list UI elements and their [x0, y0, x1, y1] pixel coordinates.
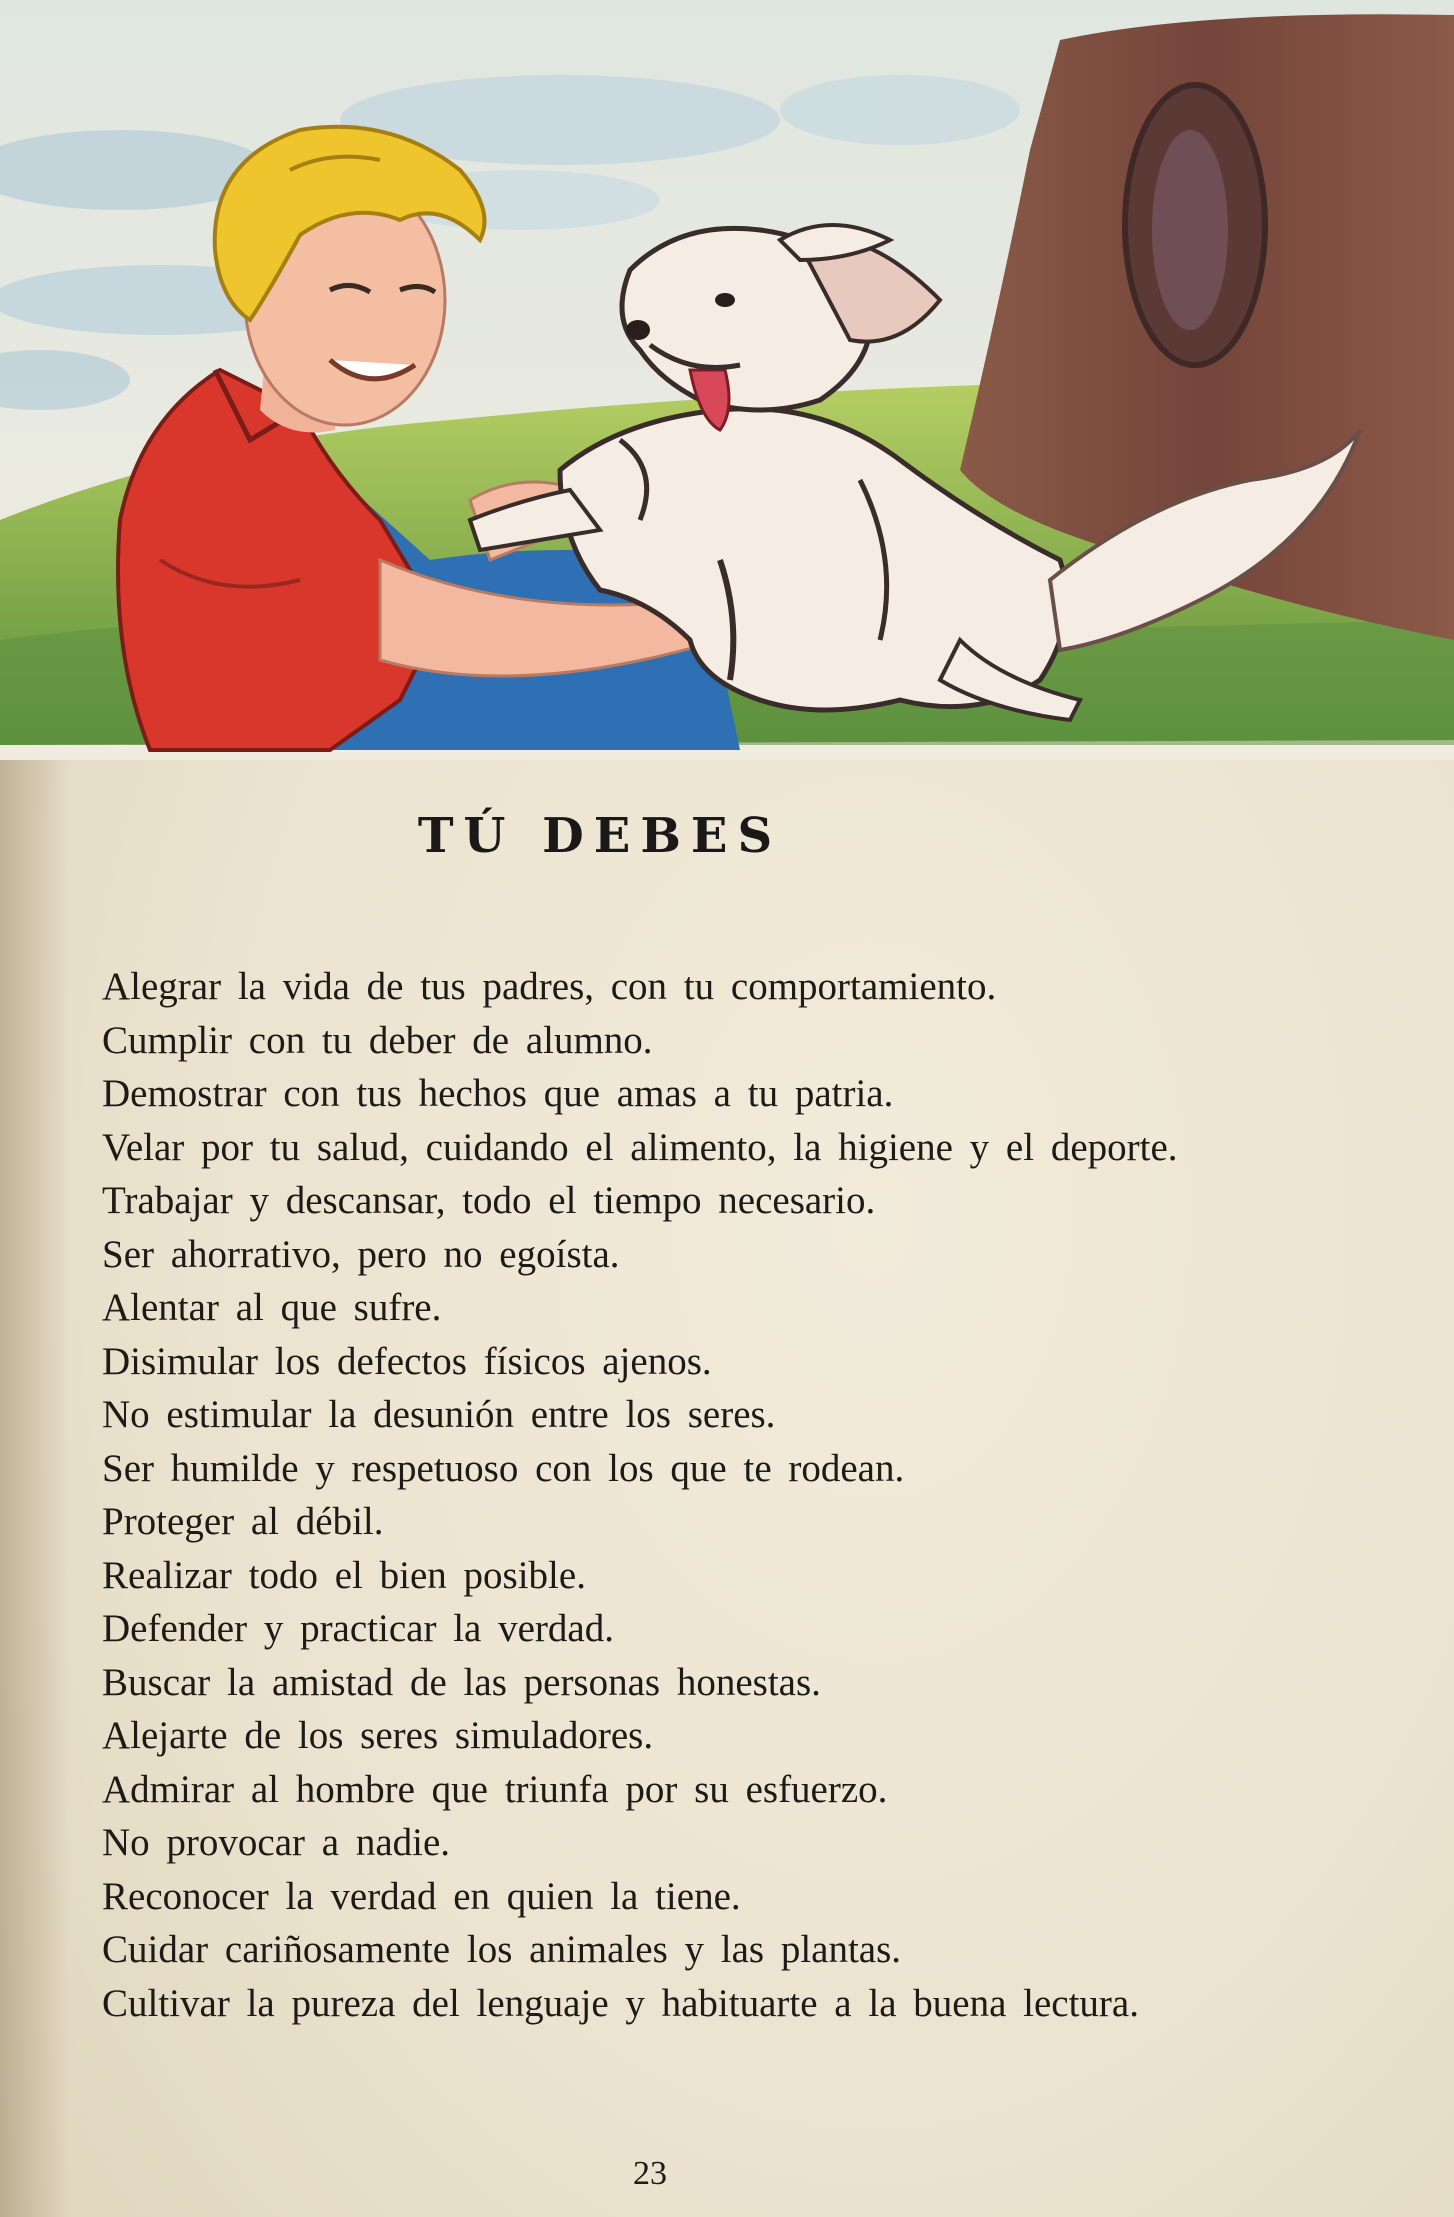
- page-number: 23: [633, 2155, 667, 2192]
- paragraph: Disimular los defectos físicos ajenos.: [102, 1339, 712, 1383]
- paragraph: Reconocer la verdad en quien la tiene.: [102, 1874, 741, 1918]
- paragraph: Alegrar la vida de tus padres, con tu comportamiento.: [102, 965, 997, 1008]
- page-title: TÚ DEBES: [417, 808, 783, 864]
- paragraph: Trabajar y descansar, todo el tiempo necesario.: [102, 1179, 876, 1222]
- dog-eye: [715, 293, 735, 307]
- paragraph: Proteger al débil.: [102, 1500, 384, 1543]
- paragraph: Ser ahorrativo, pero no egoísta.: [102, 1232, 620, 1276]
- illustration-boy-and-dog: [0, 0, 1454, 760]
- paragraph: Defender y practicar la verdad.: [102, 1607, 614, 1650]
- paragraph: Admirar al hombre que triunfa por su esfuerzo.: [102, 1767, 888, 1811]
- paragraph: Realizar todo el bien posible.: [102, 1553, 586, 1597]
- paragraph: Alentar al que sufre.: [102, 1286, 442, 1329]
- paragraph: Demostrar con tus hechos que amas a tu patria.: [102, 1072, 894, 1115]
- paragraph: No provocar a nadie.: [102, 1821, 451, 1864]
- paragraph: Ser humilde y respetuoso con los que te rodean.: [102, 1446, 905, 1490]
- body-text: [30, 960, 1260, 2030]
- dog-nose: [626, 320, 650, 340]
- illustration-svg: [0, 0, 1454, 760]
- paragraph: Cuidar cariñosamente los animales y las plantas.: [102, 1928, 902, 1971]
- paragraph: Cumplir con tu deber de alumno.: [102, 1018, 653, 1062]
- paragraph: Alejarte de los seres simuladores.: [102, 1714, 654, 1757]
- paragraph: Velar por tu salud, cuidando el alimento, la higiene y el deporte.: [102, 1125, 1178, 1169]
- paragraph: Buscar la amistad de las personas honestas.: [102, 1660, 821, 1704]
- paragraph: Cultivar la pureza del lenguaje y habituarte a la buena lectura.: [102, 1981, 1139, 2025]
- paragraph: No estimular la desunión entre los seres.: [102, 1393, 776, 1436]
